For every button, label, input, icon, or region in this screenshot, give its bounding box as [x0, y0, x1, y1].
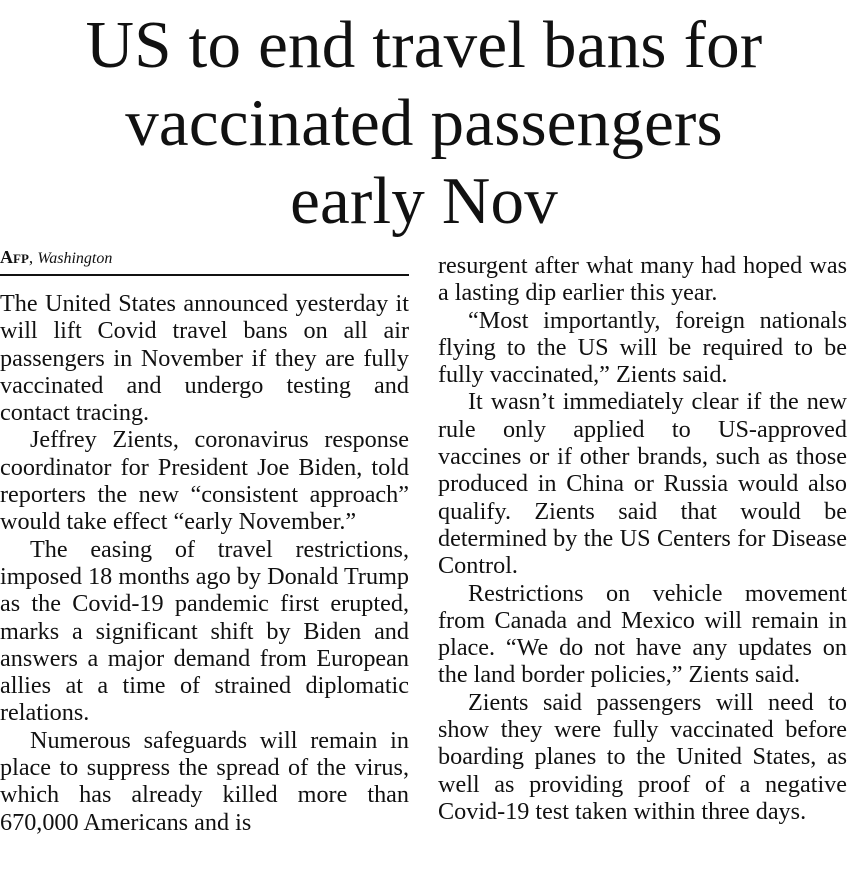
dateline-separator: ,: [28, 248, 38, 267]
paragraph-right-3: It wasn’t immediately clear if the new rule only applied to US-approved vaccines or if other brands, such as those produced in China or Russia would also qualify. Zients said that would be determined by the US Centers for Disease Control.: [438, 388, 847, 580]
paragraph-left-3: The easing of travel restrictions, imposed 18 months ago by Donald Trump as the Covid-19 pandemic first erupted, marks a significant shift by Biden and answers a major demand from European allies at a time of strained diplomatic relations.: [0, 535, 409, 727]
agency-name: Afp: [0, 247, 29, 267]
headline-line-2: vaccinated passengers: [125, 86, 723, 160]
paragraph-right-4: Restrictions on vehicle movement from Canada and Mexico will remain in place. “We do not have any updates on the land border policies,” Zients said.: [438, 579, 847, 689]
paragraph-left-4: Numerous safeguards will remain in place to suppress the spread of the virus, which has already killed more than 670,000 Americans and is: [0, 726, 409, 836]
headline-line-3: early Nov: [290, 164, 558, 238]
dateline: [0, 240, 409, 274]
paragraph-left-2: Jeffrey Zients, coronavirus response coordinator for President Joe Biden, told reporters the new “consistent approach” would take effect “early November.”: [0, 426, 409, 536]
headline-line-1: US to end travel bans for: [85, 8, 763, 82]
paragraph-right-5: Zients said passengers will need to show they were fully vaccinated before boarding planes to the United States, as well as providing proof of a negative Covid-19 test taken within three days.: [438, 688, 847, 825]
dateline-rule: [0, 274, 409, 276]
headline: [0, 6, 848, 240]
article-column-right: [438, 252, 847, 825]
article-column-left: [0, 240, 409, 836]
paragraph-right-2: “Most importantly, foreign nationals flying to the US will be required to be fully vaccinated,” Zients said.: [438, 306, 847, 389]
paragraph-right-1: resurgent after what many had hoped was a lasting dip earlier this year.: [438, 252, 847, 307]
dateline-location: Washington: [37, 250, 113, 267]
paragraph-left-1: The United States announced yesterday it will lift Covid travel bans on all air passengers in November if they are fully vaccinated and undergo testing and contact tracing.: [0, 290, 409, 427]
